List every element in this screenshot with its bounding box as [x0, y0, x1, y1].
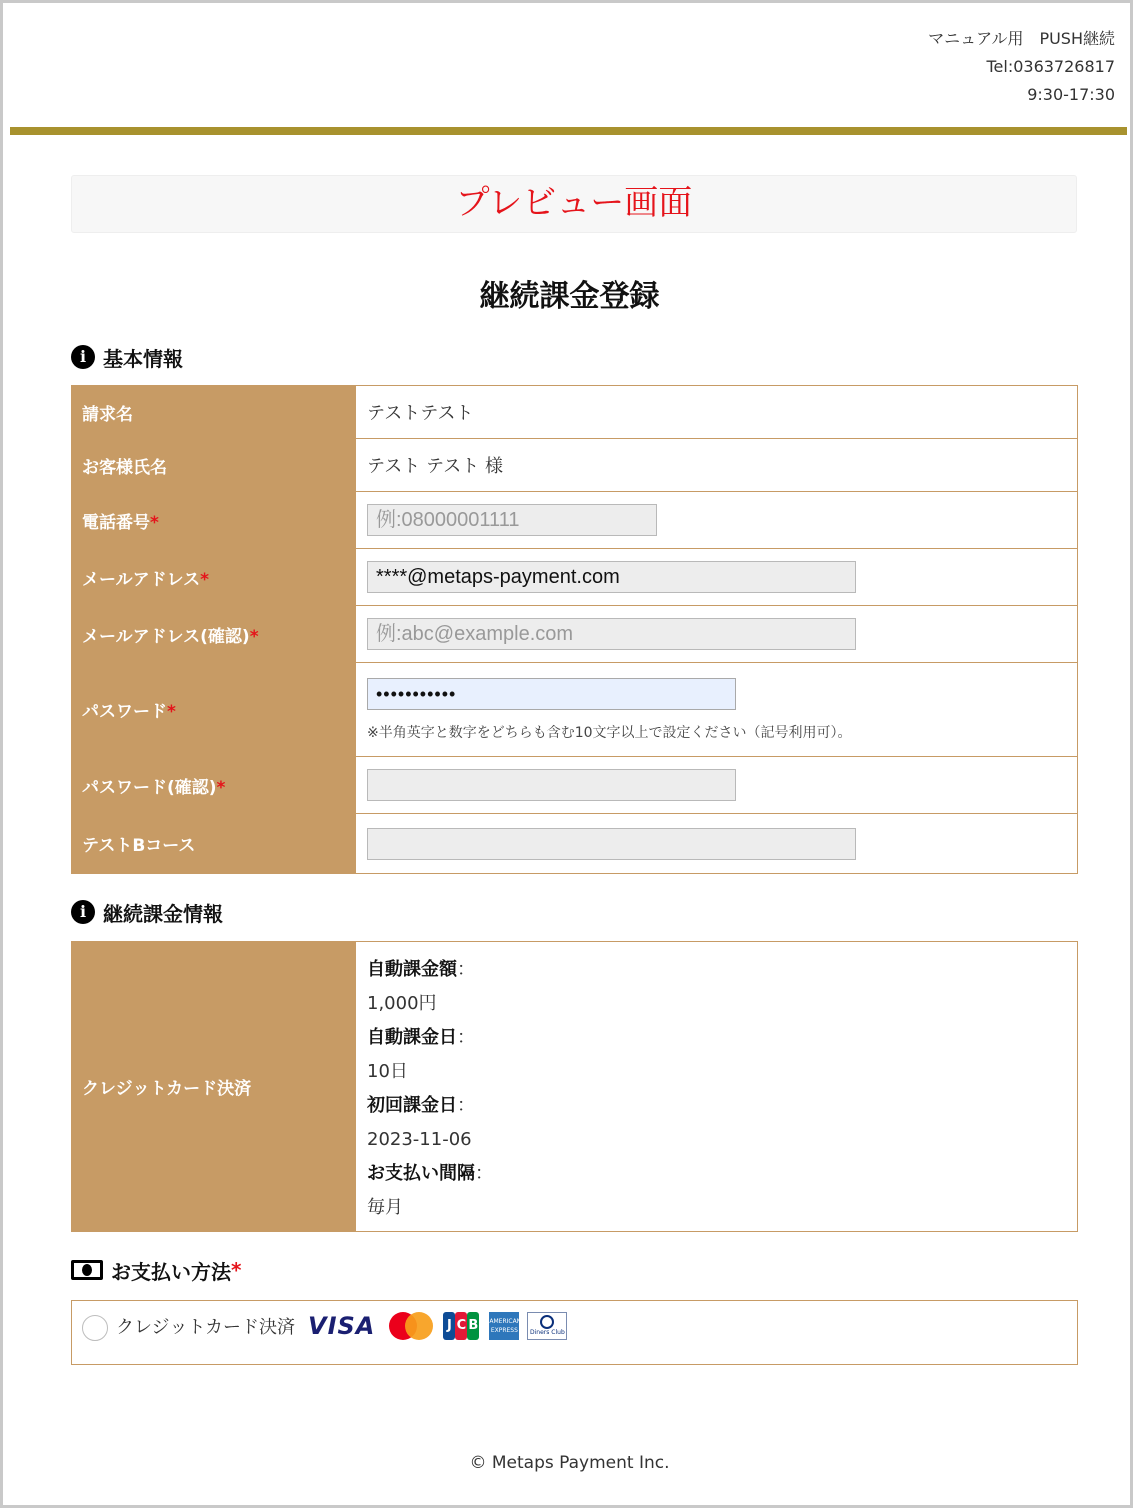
email-confirm-label: メールアドレス(確認)*: [72, 606, 356, 663]
row-email: [72, 549, 1078, 606]
required-mark: *: [216, 777, 226, 798]
info-icon: i: [71, 345, 95, 369]
password-confirm-label: パスワード(確認)*: [72, 757, 356, 814]
diners-logo: Diners Club: [527, 1312, 567, 1340]
visa-logo: VISA: [308, 1312, 376, 1340]
auto-amount-label: 自動課金額：: [367, 958, 475, 980]
email-input[interactable]: ****@metaps-payment.com: [367, 561, 856, 593]
course-label: テストBコース: [72, 814, 356, 874]
amex-logo: AMERICAN EXPRESS: [489, 1312, 519, 1340]
first-charge-value: 2023-11-06: [367, 1128, 472, 1150]
row-password: [72, 663, 1078, 757]
interval-label: お支払い間隔：: [367, 1162, 493, 1184]
info-icon: i: [71, 900, 95, 924]
customer-name-label: お客様氏名: [72, 439, 356, 492]
password-label: パスワード*: [72, 663, 356, 757]
auto-day-value: 10日: [367, 1060, 408, 1082]
page-title: 継続課金登録: [479, 279, 660, 314]
required-mark: *: [167, 702, 176, 722]
email-confirm-input[interactable]: 例:abc@example.com: [367, 618, 856, 650]
card-brands: [308, 1312, 567, 1340]
password-note: ※半角英字と数字をどちらも含む10文字以上で設定ください（記号利用可）。: [367, 724, 852, 741]
credit-card-option-label[interactable]: クレジットカード決済: [116, 1317, 296, 1338]
credit-card-label: クレジットカード決済: [72, 942, 356, 1232]
required-mark: *: [200, 569, 210, 590]
header-contact: [928, 25, 1115, 109]
row-credit-card: [72, 942, 1078, 1232]
recurring-info-heading-text: 継続課金情報: [103, 901, 223, 926]
row-customer-name: [72, 439, 1078, 492]
shop-tel: Tel:0363726817: [986, 57, 1115, 76]
shop-hours: 9:30-17:30: [1027, 85, 1115, 104]
password-confirm-input[interactable]: [367, 769, 736, 801]
money-icon: [71, 1260, 103, 1280]
phone-label: 電話番号*: [72, 492, 356, 549]
email-label: メールアドレス*: [72, 549, 356, 606]
auto-amount-value: 1,000円: [367, 992, 437, 1014]
payment-method-box: [71, 1300, 1078, 1365]
row-billing-name: [72, 386, 1078, 439]
required-mark: *: [249, 626, 259, 647]
footer-copyright: © Metaps Payment Inc.: [469, 1453, 670, 1473]
basic-info-heading: [71, 342, 183, 372]
header-divider: [10, 127, 1127, 135]
required-mark: *: [150, 512, 159, 533]
row-password-confirm: [72, 757, 1078, 814]
shop-name: マニュアル用 PUSH継続: [928, 29, 1115, 48]
basic-info-heading-text: 基本情報: [103, 346, 183, 371]
auto-day-label: 自動課金日：: [367, 1026, 475, 1048]
row-phone: [72, 492, 1078, 549]
password-input[interactable]: •••••••••••: [367, 678, 736, 710]
customer-name-value: テスト テスト 様: [356, 439, 1078, 492]
course-input[interactable]: [367, 828, 856, 860]
row-email-confirm: [72, 606, 1078, 663]
billing-name-value: テストテスト: [356, 386, 1078, 439]
recurring-info-table: [71, 941, 1078, 1232]
jcb-logo: J C B: [443, 1312, 479, 1340]
row-course: [72, 814, 1078, 874]
basic-info-table: [71, 385, 1078, 874]
interval-value: 毎月: [367, 1196, 403, 1218]
payment-method-heading-text: お支払い方法: [111, 1259, 231, 1284]
first-charge-label: 初回課金日：: [367, 1094, 475, 1116]
payment-method-heading: [71, 1255, 241, 1285]
recurring-info-heading: [71, 897, 223, 927]
preview-banner: プレビュー画面: [71, 175, 1077, 233]
phone-input[interactable]: 例:08000001111: [367, 504, 657, 536]
billing-name-label: 請求名: [72, 386, 356, 439]
mastercard-logo: [389, 1312, 433, 1340]
credit-card-radio[interactable]: [82, 1315, 108, 1341]
required-mark: *: [231, 1258, 242, 1282]
